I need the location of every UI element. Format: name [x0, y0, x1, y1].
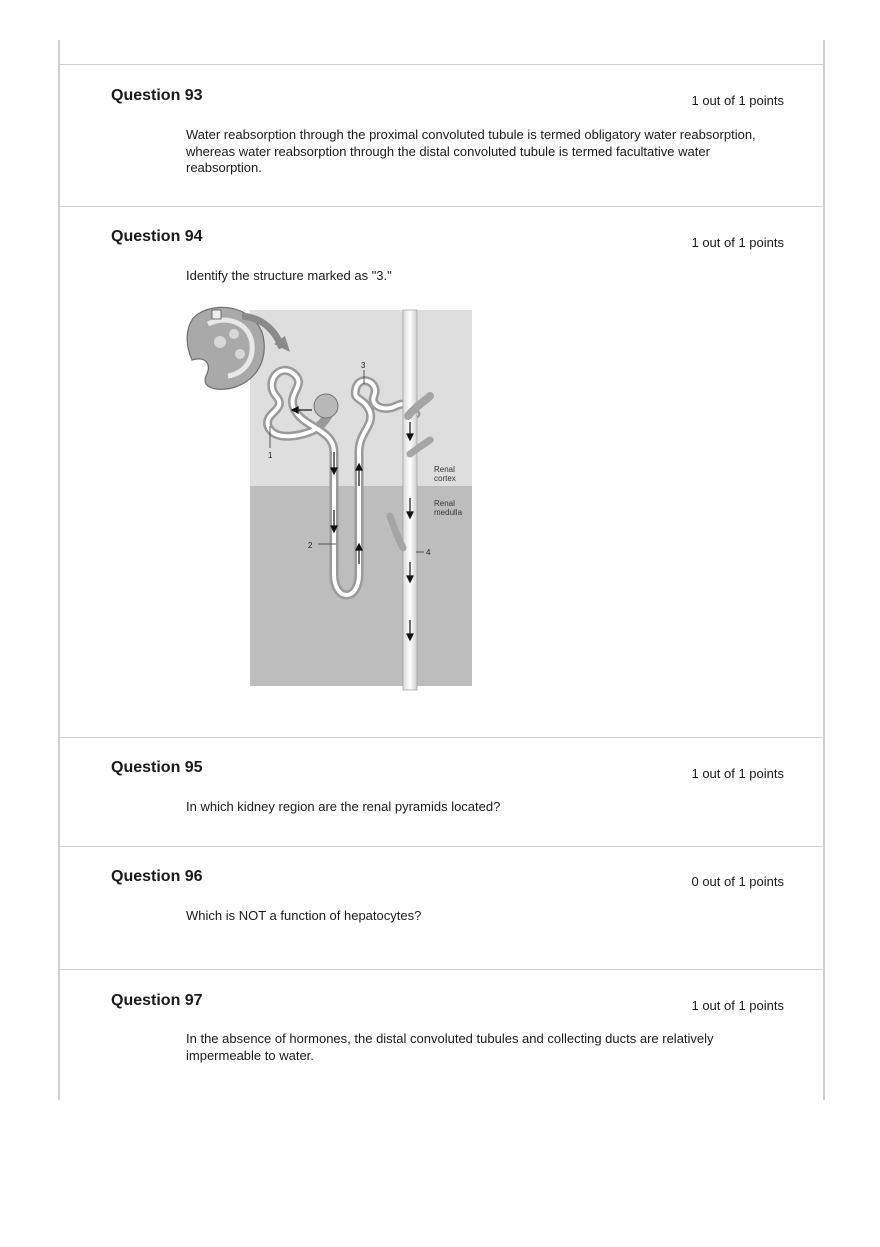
question-93-text: Water reabsorption through the proximal convoluted tubule is termed obligatory water reabsorption, whereas water reabsorption through the distal convoluted tubule is termed facultative water reabsorption.	[186, 127, 756, 175]
divider	[58, 206, 825, 207]
divider	[58, 969, 825, 970]
label-4: 4	[426, 548, 431, 557]
question-94-points: 1 out of 1 points	[691, 235, 784, 250]
label-1: 1	[268, 451, 273, 460]
question-93-points: 1 out of 1 points	[691, 93, 784, 108]
question-96-title: Question 96	[111, 868, 203, 885]
question-95-title: Question 95	[111, 759, 203, 776]
question-93-title: Question 93	[111, 87, 203, 104]
question-97-title: Question 97	[111, 992, 203, 1009]
label-3: 3	[361, 361, 366, 370]
renal-cortex-label-line2: cortex	[434, 474, 456, 483]
question-96-points: 0 out of 1 points	[691, 874, 784, 889]
divider	[58, 846, 825, 847]
question-97-text: In the absence of hormones, the distal convoluted tubules and collecting ducts are relatively impermeable to water.	[186, 1031, 714, 1063]
nephron-diagram	[184, 302, 476, 692]
question-97-points: 1 out of 1 points	[691, 998, 784, 1013]
divider	[58, 737, 825, 738]
renal-medulla-label-line1: Renal	[434, 499, 455, 508]
renal-cortex-label-line1: Renal	[434, 465, 455, 474]
question-94-title: Question 94	[111, 228, 203, 245]
question-95-text: In which kidney region are the renal pyramids located?	[186, 799, 501, 814]
renal-medulla-label-line2: medulla	[434, 508, 463, 517]
label-2: 2	[308, 541, 313, 550]
question-96-text: Which is NOT a function of hepatocytes?	[186, 908, 422, 923]
divider	[58, 64, 825, 65]
question-95-points: 1 out of 1 points	[691, 766, 784, 781]
question-94-text: Identify the structure marked as "3."	[186, 268, 392, 283]
